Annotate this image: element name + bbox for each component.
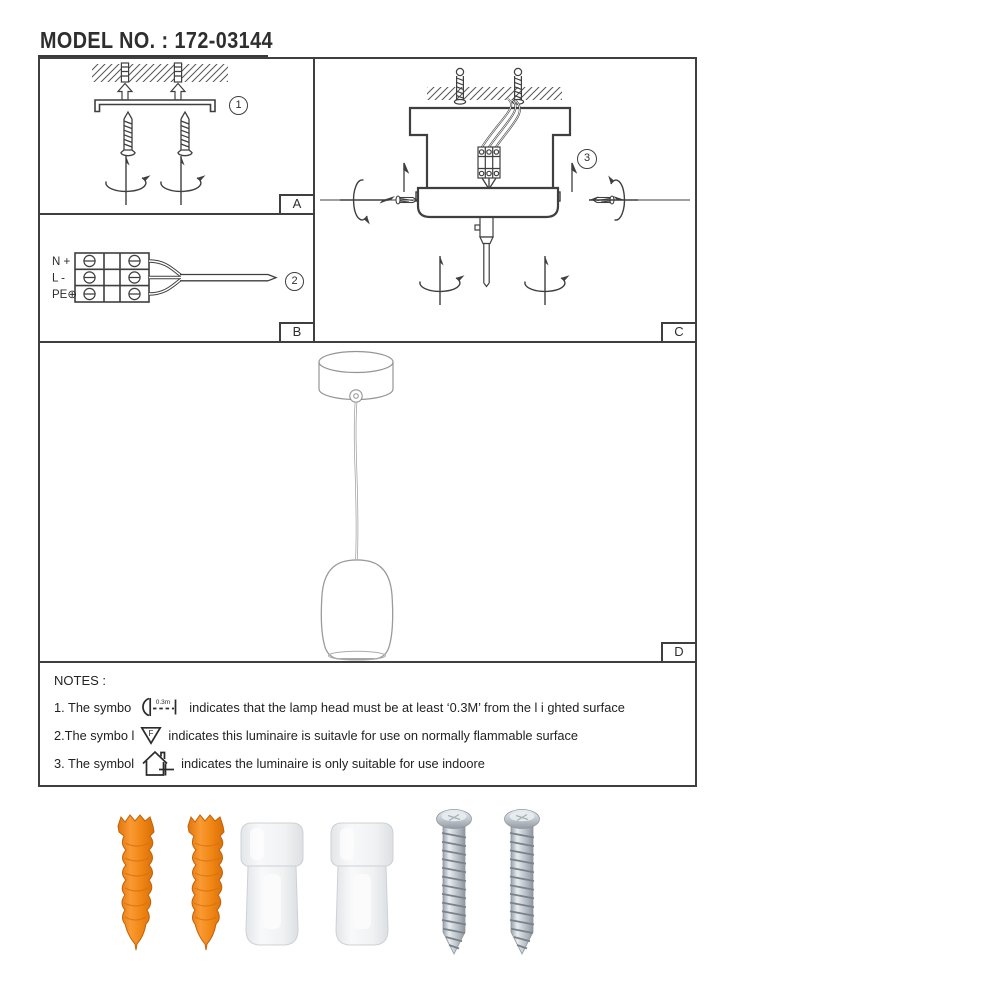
panel-a <box>38 57 315 215</box>
note-3-post: indicates the luminaire is only suitable for use indoore <box>181 755 485 771</box>
panel-a-ceiling-anchor-diagram <box>40 59 313 213</box>
flammable-surface-f-triangle-icon <box>140 726 162 745</box>
part-mounting-screw-2 <box>502 806 542 958</box>
page-title: MODEL NO. : 172-03144 <box>40 27 273 53</box>
part-wall-plug-1 <box>104 812 170 954</box>
panel-b-tab: B <box>279 322 313 341</box>
note-3-pre: 3. The symbol <box>54 755 135 771</box>
terminal-label-earth: PE⊕ <box>52 289 77 301</box>
min-distance-icon-label: 0.3m <box>156 699 171 706</box>
step-badge-2: 2 <box>285 272 304 291</box>
note-1-pre: 1. The symbo <box>54 699 132 715</box>
step-badge-1: 1 <box>229 96 248 115</box>
part-wall-plug-2 <box>174 812 240 954</box>
part-wire-connector-2 <box>323 818 401 958</box>
note-item-1 <box>54 695 625 719</box>
note-1-post: indicates that the lamp head must be at least ‘0.3M’ from the l i ghted surface <box>189 699 625 715</box>
panel-c-canopy-assembly-diagram <box>315 59 695 341</box>
min-distance-icon <box>137 696 183 718</box>
note-2-pre: 2.The symbo l <box>54 727 135 743</box>
panel-b-wiring-diagram <box>40 215 313 341</box>
note-2-post: indicates this luminaire is suitavle for use on normally flammable surface <box>168 727 579 743</box>
f-triangle-icon-label: F <box>148 728 154 738</box>
terminal-label-live: L - <box>52 272 65 285</box>
panel-b <box>38 213 315 343</box>
notes-heading: NOTES : <box>54 673 107 688</box>
panel-c-tab: C <box>661 322 695 341</box>
panel-c <box>313 57 697 343</box>
panel-a-tab: A <box>279 194 313 213</box>
terminal-label-neutral: N + <box>52 256 71 268</box>
notes-section <box>38 661 697 787</box>
panel-d <box>38 341 697 663</box>
part-wire-connector-1 <box>233 818 311 958</box>
panel-d-tab: D <box>661 642 695 661</box>
indoor-use-house-icon <box>140 748 175 778</box>
panel-d-pendant-lamp-drawing <box>40 343 695 661</box>
step-badge-3: 3 <box>577 149 597 169</box>
note-item-3 <box>54 751 485 775</box>
note-item-2 <box>54 723 578 747</box>
part-mounting-screw-1 <box>434 806 474 958</box>
